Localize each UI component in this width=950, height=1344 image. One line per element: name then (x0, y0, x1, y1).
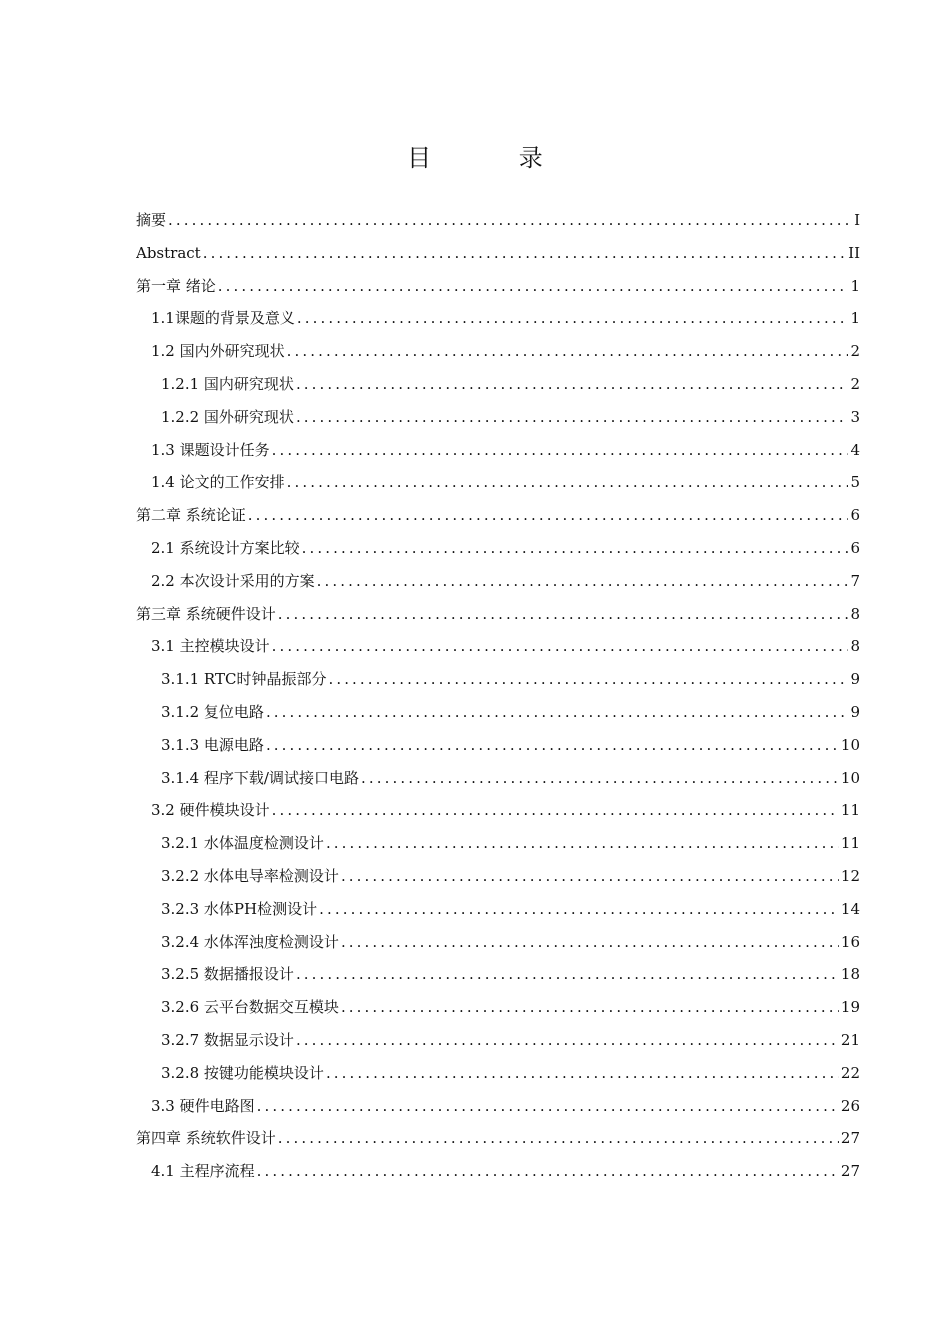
toc-entry[interactable] (136, 696, 860, 729)
toc-entry[interactable] (136, 1155, 860, 1188)
toc-entry[interactable] (136, 958, 860, 991)
toc-dot-leader (296, 958, 839, 991)
toc-entry-label: 1.1课题的背景及意义 (151, 309, 295, 328)
toc-dot-leader (257, 1090, 839, 1123)
toc-dot-leader (266, 729, 839, 762)
toc-entry-page-number: 19 (840, 998, 860, 1017)
toc-entry-page-number: 21 (840, 1030, 860, 1049)
toc-entry-label: 3.2.8 按键功能模块设计 (161, 1063, 324, 1082)
toc-dot-leader (296, 368, 849, 401)
toc-dot-leader (278, 1122, 839, 1155)
page-title: 目 录 (407, 144, 583, 172)
toc-entry-label: Abstract (136, 243, 201, 262)
toc-entry-label: 第一章 绪论 (136, 276, 216, 295)
toc-entry[interactable] (136, 368, 860, 401)
toc-entry-page-number: 27 (840, 1129, 860, 1148)
toc-dot-leader (326, 1057, 839, 1090)
toc-entry[interactable] (136, 237, 860, 270)
toc-entry-page-number: 3 (850, 407, 860, 426)
toc-dot-leader (302, 532, 849, 565)
toc-dot-leader (168, 204, 850, 237)
toc-dot-leader (326, 827, 839, 860)
toc-entry-page-number: 5 (850, 473, 860, 492)
toc-entry-label: 3.2.4 水体浑浊度检测设计 (161, 932, 339, 951)
toc-entry[interactable] (136, 270, 860, 303)
toc-entry-page-number: 2 (850, 342, 860, 361)
toc-entry-page-number: II (848, 243, 860, 262)
toc-entry-label: 4.1 主程序流程 (151, 1162, 255, 1181)
toc-entry-page-number: 12 (840, 866, 860, 885)
toc-dot-leader (257, 1155, 839, 1188)
toc-entry-label: 1.2.1 国内研究现状 (161, 374, 294, 393)
toc-dot-leader (287, 466, 849, 499)
toc-dot-leader (296, 401, 849, 434)
toc-entry-label: 3.2.6 云平台数据交互模块 (161, 998, 339, 1017)
toc-entry[interactable] (136, 434, 860, 467)
toc-entry[interactable] (136, 499, 860, 532)
toc-dot-leader (218, 270, 849, 303)
toc-entry-label: 3.2.5 数据播报设计 (161, 965, 294, 984)
toc-dot-leader (341, 926, 839, 959)
toc-entry[interactable] (136, 1057, 860, 1090)
toc-entry-page-number: 11 (840, 801, 860, 820)
toc-entry-label: 3.1.3 电源电路 (161, 735, 264, 754)
toc-entry-page-number: 1 (850, 276, 860, 295)
toc-dot-leader (319, 893, 839, 926)
toc-entry[interactable] (136, 827, 860, 860)
toc-entry-page-number: 9 (850, 670, 860, 689)
toc-entry-page-number: 10 (840, 735, 860, 754)
toc-entry-page-number: 27 (840, 1162, 860, 1181)
toc-dot-leader (278, 598, 849, 631)
toc-entry[interactable] (136, 1122, 860, 1155)
toc-entry[interactable] (136, 204, 860, 237)
toc-entry[interactable] (136, 598, 860, 631)
toc-entry[interactable] (136, 302, 860, 335)
toc-entry-page-number: 11 (840, 834, 860, 853)
toc-dot-leader (287, 335, 849, 368)
toc-entry[interactable] (136, 335, 860, 368)
toc-dot-leader (272, 630, 849, 663)
toc-entry[interactable] (136, 860, 860, 893)
toc-entry[interactable] (136, 401, 860, 434)
toc-entry-label: 3.2.3 水体PH检测设计 (161, 899, 318, 918)
toc-entry[interactable] (136, 565, 860, 598)
toc-entry[interactable] (136, 729, 860, 762)
toc-entry-page-number: 7 (850, 571, 860, 590)
toc-entry-label: 1.2.2 国外研究现状 (161, 407, 294, 426)
toc-entry-page-number: 10 (840, 768, 860, 787)
toc-dot-leader (266, 696, 849, 729)
toc-entry[interactable] (136, 762, 860, 795)
toc-dot-leader (328, 663, 848, 696)
toc-dot-leader (296, 1024, 839, 1057)
toc-dot-leader (248, 499, 849, 532)
toc-entry-page-number: 2 (850, 374, 860, 393)
toc-entry-label: 3.2.1 水体温度检测设计 (161, 834, 324, 853)
toc-entry[interactable] (136, 893, 860, 926)
toc-entry-label: 3.2 硬件模块设计 (151, 801, 270, 820)
toc-entry-page-number: 16 (840, 932, 860, 951)
toc-dot-leader (272, 794, 839, 827)
toc-dot-leader (297, 302, 849, 335)
toc-entry-page-number: 4 (850, 440, 860, 459)
toc-entry[interactable] (136, 1024, 860, 1057)
toc-entry-label: 1.2 国内外研究现状 (151, 342, 285, 361)
toc-entry[interactable] (136, 466, 860, 499)
toc-entry[interactable] (136, 663, 860, 696)
toc-entry-label: 3.1.2 复位电路 (161, 702, 264, 721)
toc-entry-label: 1.3 课题设计任务 (151, 440, 270, 459)
toc-entry-label: 2.2 本次设计采用的方案 (151, 571, 315, 590)
toc-entry[interactable] (136, 532, 860, 565)
toc-entry-label: 第四章 系统软件设计 (136, 1129, 276, 1148)
toc-entry[interactable] (136, 926, 860, 959)
toc-entry-label: 3.2.2 水体电导率检测设计 (161, 866, 339, 885)
toc-entry-label: 3.1.1 RTC时钟晶振部分 (161, 670, 327, 689)
toc-entry-label: 2.1 系统设计方案比较 (151, 538, 300, 557)
toc-entry-page-number: 9 (850, 702, 860, 721)
toc-entry[interactable] (136, 1090, 860, 1123)
toc-dot-leader (203, 237, 846, 270)
table-of-contents (136, 204, 860, 1188)
toc-dot-leader (341, 991, 839, 1024)
toc-entry-page-number: 6 (850, 506, 860, 525)
toc-dot-leader (272, 434, 849, 467)
toc-entry[interactable] (136, 991, 860, 1024)
toc-entry-label: 3.1 主控模块设计 (151, 637, 270, 656)
toc-dot-leader (341, 860, 839, 893)
toc-entry[interactable] (136, 794, 860, 827)
toc-entry-page-number: 8 (850, 637, 860, 656)
toc-entry-page-number: 1 (850, 309, 860, 328)
toc-entry-page-number: 14 (840, 899, 860, 918)
toc-entry-page-number: 22 (840, 1063, 860, 1082)
toc-entry-page-number: I (854, 211, 860, 229)
toc-entry-page-number: 26 (840, 1096, 860, 1115)
toc-entry-label: 1.4 论文的工作安排 (151, 473, 285, 492)
toc-dot-leader (361, 762, 839, 795)
toc-entry-page-number: 18 (840, 965, 860, 984)
toc-dot-leader (317, 565, 849, 598)
toc-entry-label: 3.2.7 数据显示设计 (161, 1030, 294, 1049)
toc-entry[interactable] (136, 630, 860, 663)
toc-entry-label: 第二章 系统论证 (136, 506, 246, 525)
toc-entry-label: 摘要 (136, 211, 167, 229)
toc-entry-label: 第三章 系统硬件设计 (136, 604, 276, 623)
toc-entry-page-number: 6 (850, 538, 860, 557)
toc-entry-label: 3.3 硬件电路图 (151, 1096, 255, 1115)
toc-entry-label: 3.1.4 程序下载/调试接口电路 (161, 768, 359, 787)
toc-entry-page-number: 8 (850, 604, 860, 623)
